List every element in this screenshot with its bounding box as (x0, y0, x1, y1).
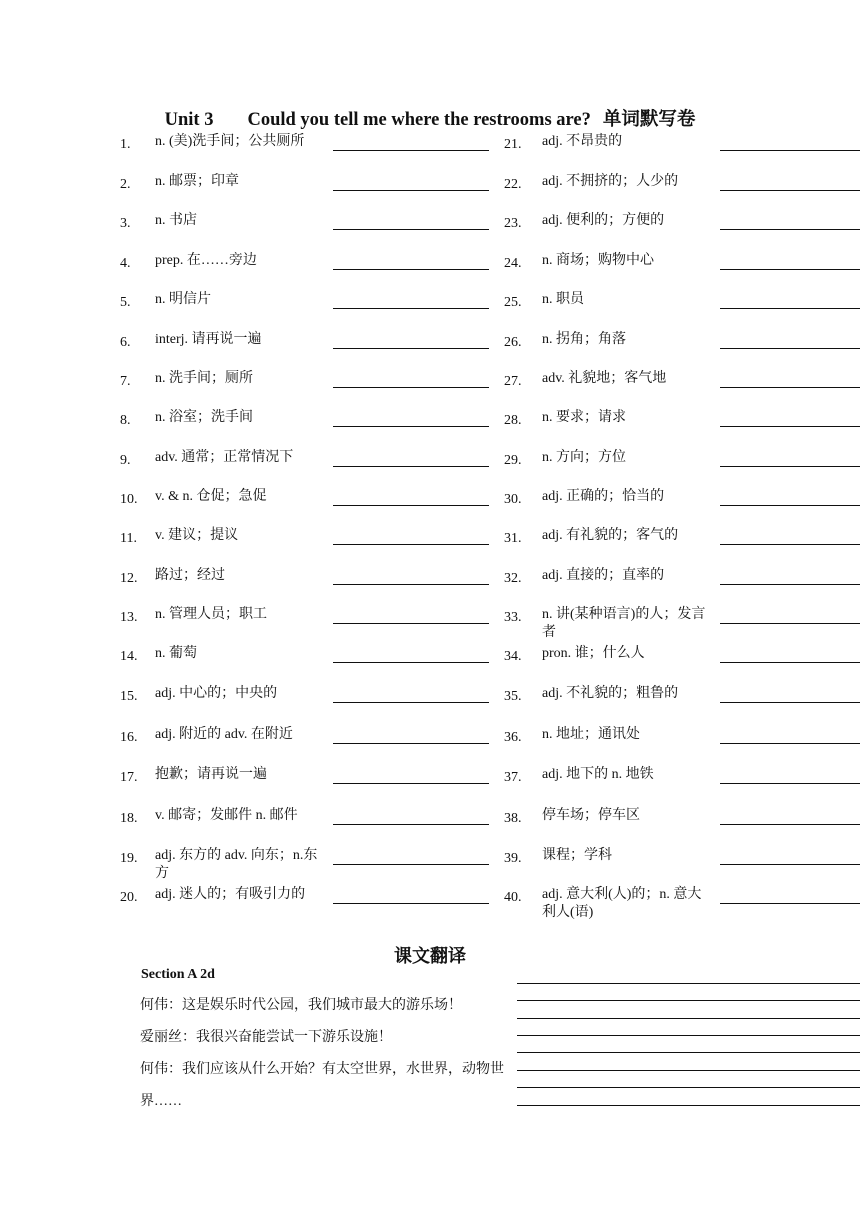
answer-blank[interactable] (720, 824, 860, 825)
vocab-number: 14. (120, 649, 138, 664)
answer-blank[interactable] (333, 308, 489, 309)
vocab-item (120, 409, 495, 449)
answer-blank[interactable] (720, 743, 860, 744)
vocab-item (120, 252, 495, 292)
vocab-number: 4. (120, 256, 131, 271)
vocab-item (120, 370, 495, 410)
vocab-number: 28. (504, 413, 522, 428)
vocab-number: 37. (504, 770, 522, 785)
vocab-item (120, 726, 495, 766)
vocab-definition: n. 浴室；洗手间 (155, 410, 253, 425)
vocab-definition: n. 地址；通讯处 (542, 727, 640, 742)
vocab-number: 30. (504, 492, 522, 507)
answer-blank[interactable] (720, 190, 860, 191)
vocab-item (120, 847, 495, 887)
vocab-item (504, 252, 860, 292)
vocab-item (504, 847, 860, 887)
unit-question: Could you tell me where the restrooms are? (247, 110, 591, 130)
vocab-definition: n. 商场；购物中心 (542, 253, 654, 268)
vocab-item (120, 685, 495, 725)
answer-blank[interactable] (333, 662, 489, 663)
vocab-definition: n. 洗手间；厕所 (155, 371, 253, 386)
answer-blank[interactable] (720, 505, 860, 506)
vocab-item (504, 567, 860, 607)
answer-blank[interactable] (720, 229, 860, 230)
vocab-definition: v. 建议；提议 (155, 528, 239, 543)
vocab-item (504, 409, 860, 449)
vocab-number: 9. (120, 453, 131, 468)
vocab-number: 36. (504, 730, 522, 745)
vocab-number: 7. (120, 374, 131, 389)
exam-label: 单词默写卷 (602, 110, 696, 130)
vocab-number: 13. (120, 610, 138, 625)
vocab-number: 35. (504, 689, 522, 704)
answer-blank[interactable] (333, 466, 489, 467)
answer-blank[interactable] (333, 584, 489, 585)
vocab-item (120, 645, 495, 685)
answer-blank[interactable] (333, 824, 489, 825)
vocab-item (504, 766, 860, 806)
vocab-number: 23. (504, 216, 522, 231)
vocab-item (504, 331, 860, 371)
vocab-number: 20. (120, 890, 138, 905)
vocab-definition: n. 讲(某种语言)的人；发言者 (542, 607, 706, 640)
translation-text (140, 990, 508, 1118)
unit-label: Unit 3 (164, 110, 214, 130)
answer-blank[interactable] (720, 864, 860, 865)
vocab-number: 1. (120, 137, 131, 152)
vocab-number: 29. (504, 453, 522, 468)
vocab-item (504, 173, 860, 213)
vocab-number: 40. (504, 890, 522, 905)
translation-answer-line[interactable] (517, 1070, 860, 1071)
answer-blank[interactable] (333, 229, 489, 230)
vocab-definition: 课程；学科 (542, 848, 612, 863)
vocab-number: 18. (120, 811, 138, 826)
vocab-definition: 抱歉；请再说一遍 (155, 767, 267, 782)
vocab-number: 16. (120, 730, 138, 745)
vocab-item (504, 645, 860, 685)
section-label: Section A 2d (141, 967, 215, 982)
vocab-item (504, 606, 860, 646)
vocab-item (504, 527, 860, 567)
translation-answer-line[interactable] (517, 1087, 860, 1088)
vocab-definition: interj. 请再说一遍 (155, 332, 262, 347)
answer-blank[interactable] (333, 150, 489, 151)
vocab-definition: adj. 东方的 adv. 向东；n.东方 (155, 848, 318, 881)
vocab-definition: adj. 迷人的；有吸引力的 (155, 887, 306, 902)
answer-blank[interactable] (720, 584, 860, 585)
answer-blank[interactable] (720, 783, 860, 784)
vocab-item (504, 726, 860, 766)
vocab-definition: adv. 通常；正常情况下 (155, 450, 294, 465)
page-title (0, 105, 860, 131)
vocab-definition: n. (美)洗手间；公共厕所 (155, 134, 305, 149)
vocab-item (504, 291, 860, 331)
vocab-definition: adj. 直接的；直率的 (542, 568, 665, 583)
vocab-definition: 路过；经过 (155, 568, 225, 583)
vocab-number: 33. (504, 610, 522, 625)
vocab-definition: 停车场；停车区 (542, 808, 640, 823)
answer-blank[interactable] (720, 903, 860, 904)
vocab-item (504, 886, 860, 926)
vocab-number: 21. (504, 137, 522, 152)
vocab-definition: v. 邮寄；发邮件 n. 邮件 (155, 808, 298, 823)
vocab-item (120, 173, 495, 213)
translation-answer-line[interactable] (517, 1000, 860, 1001)
vocab-definition: adj. 意大利(人)的；n. 意大利人(语) (542, 887, 702, 920)
vocab-definition: adj. 有礼貌的；客气的 (542, 528, 679, 543)
answer-blank[interactable] (333, 702, 489, 703)
answer-blank[interactable] (720, 702, 860, 703)
vocab-definition: adj. 便利的；方便的 (542, 213, 665, 228)
answer-blank[interactable] (333, 348, 489, 349)
answer-blank[interactable] (720, 269, 860, 270)
translation-answer-line[interactable] (517, 1105, 860, 1106)
vocab-item (120, 527, 495, 567)
vocab-number: 27. (504, 374, 522, 389)
vocab-item (120, 886, 495, 926)
vocab-number: 25. (504, 295, 522, 310)
vocab-item (504, 212, 860, 252)
vocab-definition: n. 要求；请求 (542, 410, 626, 425)
answer-blank[interactable] (720, 623, 860, 624)
vocab-item (504, 370, 860, 410)
vocab-number: 12. (120, 571, 138, 586)
vocab-definition: n. 明信片 (155, 292, 211, 307)
vocab-definition: n. 邮票；印章 (155, 174, 239, 189)
vocab-number: 39. (504, 851, 522, 866)
vocab-number: 3. (120, 216, 131, 231)
answer-blank[interactable] (720, 348, 860, 349)
vocab-definition: adj. 正确的；恰当的 (542, 489, 665, 504)
vocab-item (504, 133, 860, 173)
vocab-definition: adj. 附近的 adv. 在附近 (155, 727, 293, 742)
translation-answer-line[interactable] (517, 1018, 860, 1019)
vocab-number: 26. (504, 335, 522, 350)
vocab-definition: adj. 中心的；中央的 (155, 686, 278, 701)
vocab-definition: adj. 不拥挤的；人少的 (542, 174, 679, 189)
vocab-item (120, 606, 495, 646)
answer-blank[interactable] (333, 387, 489, 388)
translation-line: 何伟：这是娱乐时代公园，我们城市最大的游乐场！ (140, 998, 462, 1013)
answer-blank[interactable] (333, 743, 489, 744)
vocab-definition: v. & n. 仓促；急促 (155, 489, 267, 504)
answer-blank[interactable] (720, 426, 860, 427)
translation-answer-line[interactable] (517, 1052, 860, 1053)
vocab-item (120, 567, 495, 607)
answer-blank[interactable] (720, 466, 860, 467)
answer-blank[interactable] (720, 308, 860, 309)
vocab-number: 31. (504, 531, 522, 546)
vocab-item (504, 488, 860, 528)
vocab-number: 24. (504, 256, 522, 271)
vocab-definition: prep. 在……旁边 (155, 253, 257, 268)
vocab-number: 10. (120, 492, 138, 507)
vocab-item (120, 212, 495, 252)
vocab-item (504, 685, 860, 725)
vocab-number: 15. (120, 689, 138, 704)
vocab-number: 19. (120, 851, 138, 866)
vocab-item (504, 449, 860, 489)
answer-blank[interactable] (720, 544, 860, 545)
translation-line: 爱丽丝：我很兴奋能尝试一下游乐设施！ (140, 1030, 392, 1045)
vocab-number: 34. (504, 649, 522, 664)
answer-blank[interactable] (720, 150, 860, 151)
vocab-definition: adv. 礼貌地；客气地 (542, 371, 667, 386)
vocab-item (120, 133, 495, 173)
vocab-definition: adj. 地下的 n. 地铁 (542, 767, 654, 782)
vocab-item (120, 291, 495, 331)
answer-blank[interactable] (333, 505, 489, 506)
vocab-definition: adj. 不礼貌的；粗鲁的 (542, 686, 679, 701)
vocab-number: 6. (120, 335, 131, 350)
vocab-number: 8. (120, 413, 131, 428)
vocab-definition: n. 方向；方位 (542, 450, 626, 465)
translation-heading: 课文翻译 (394, 946, 466, 966)
vocab-number: 5. (120, 295, 131, 310)
vocab-item (120, 766, 495, 806)
answer-blank[interactable] (333, 903, 489, 904)
vocab-definition: n. 拐角；角落 (542, 332, 626, 347)
answer-blank[interactable] (333, 544, 489, 545)
answer-blank[interactable] (333, 864, 489, 865)
vocab-item (120, 807, 495, 847)
answer-blank[interactable] (333, 269, 489, 270)
vocab-number: 17. (120, 770, 138, 785)
vocab-number: 11. (120, 531, 137, 546)
answer-blank[interactable] (333, 190, 489, 191)
vocab-item (120, 331, 495, 371)
answer-blank[interactable] (333, 783, 489, 784)
vocab-definition: n. 管理人员；职工 (155, 607, 267, 622)
vocab-definition: pron. 谁；什么人 (542, 646, 645, 661)
vocab-number: 2. (120, 177, 131, 192)
vocab-item (120, 488, 495, 528)
translation-answer-line[interactable] (517, 983, 860, 984)
answer-blank[interactable] (333, 426, 489, 427)
vocab-definition: n. 书店 (155, 213, 197, 228)
vocab-item (120, 449, 495, 489)
answer-blank[interactable] (333, 623, 489, 624)
vocab-number: 38. (504, 811, 522, 826)
vocab-number: 22. (504, 177, 522, 192)
translation-line: 何伟：我们应该从什么开始？有太空世界，水世界，动物世界…… (140, 1062, 504, 1109)
vocab-definition: n. 葡萄 (155, 646, 197, 661)
translation-answer-line[interactable] (517, 1035, 860, 1036)
vocab-item (504, 807, 860, 847)
answer-blank[interactable] (720, 387, 860, 388)
answer-blank[interactable] (720, 662, 860, 663)
vocab-definition: adj. 不昂贵的 (542, 134, 623, 149)
vocab-number: 32. (504, 571, 522, 586)
vocab-definition: n. 职员 (542, 292, 584, 307)
